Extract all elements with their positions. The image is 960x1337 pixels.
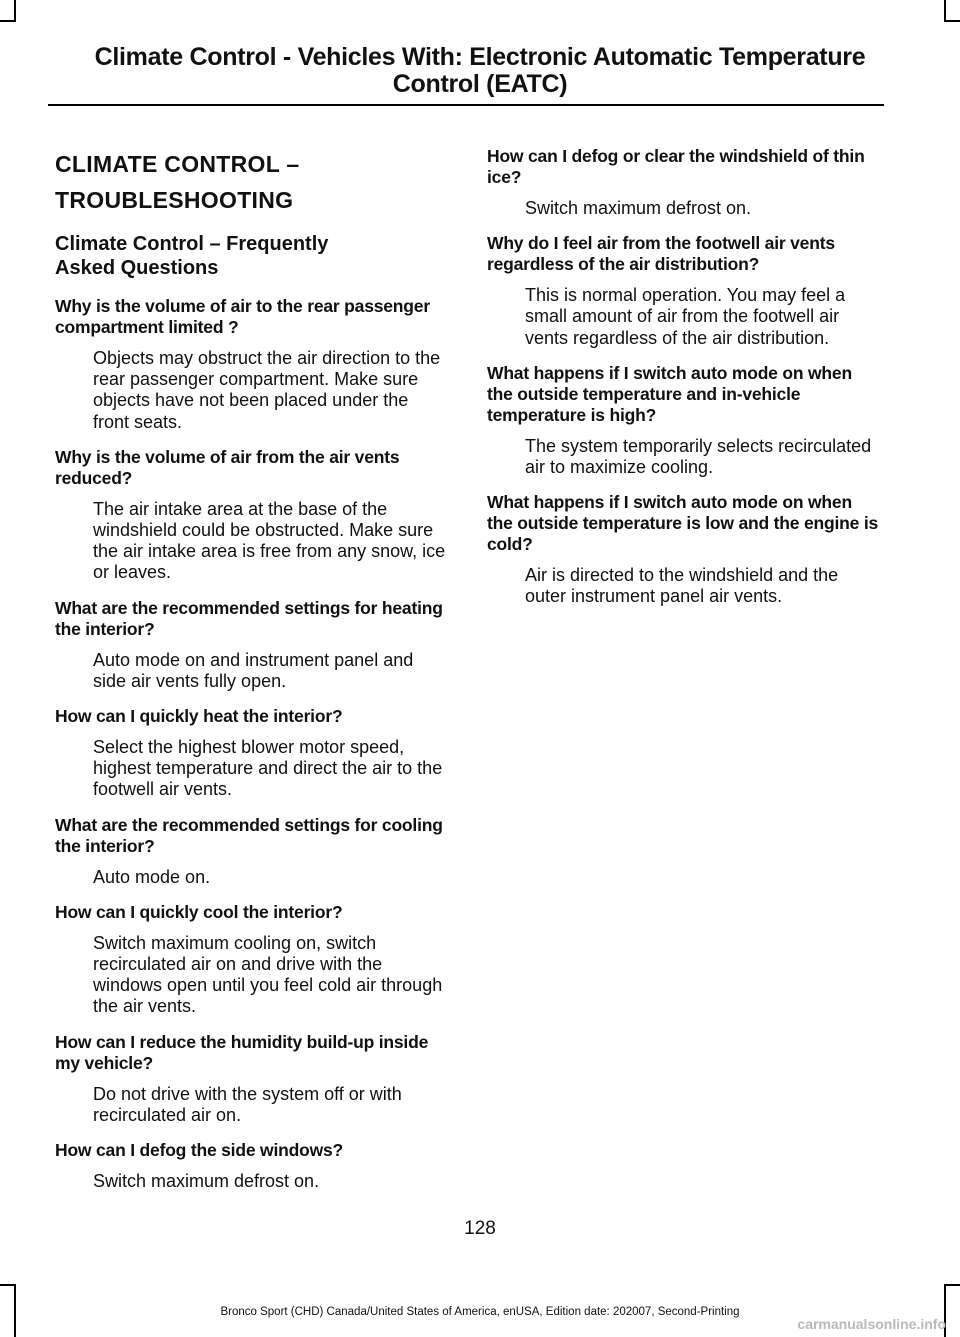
faq-item — [55, 1140, 447, 1192]
watermark: carmanualsonline.info — [797, 1316, 946, 1332]
faq-answer: Select the highest blower motor speed, highest temperature and direct the air to the footwell air vents. — [93, 737, 443, 800]
faq-item — [55, 296, 447, 433]
faq-answer: Switch maximum cooling on, switch recirculated air on and drive with the windows open until you feel cold air through the air vents. — [93, 932, 443, 1017]
faq-item — [55, 706, 447, 801]
left-column — [55, 146, 447, 1206]
running-header-line-2: Control (EATC) — [392, 70, 568, 98]
page-number: 128 — [464, 1218, 496, 1239]
header-divider — [48, 104, 884, 106]
faq-question: What happens if I switch auto mode on when the outside temperature is low and the engine is cold? — [487, 492, 879, 555]
faq-item — [55, 1032, 447, 1126]
faq-item — [487, 146, 879, 219]
faq-question: How can I defog or clear the windshield of thin ice? — [487, 146, 865, 187]
faq-question: How can I defog the side windows? — [55, 1140, 344, 1161]
faq-question: What are the recommended settings for cooling the interior? — [55, 814, 443, 856]
faq-item — [55, 902, 447, 1018]
faq-item — [55, 815, 447, 888]
faq-item — [487, 233, 879, 349]
faq-question: Why is the volume of air from the air vents reduced? — [55, 446, 400, 488]
faq-answer: The system temporarily selects recirculated air to maximize cooling. — [525, 435, 872, 478]
crop-mark-top-right-horizontal — [944, 20, 960, 22]
faq-question: Why is the volume of air to the rear passenger compartment limited ? — [55, 296, 430, 337]
subsection-title-line-2: Asked Questions — [55, 257, 219, 279]
faq-answer: Air is directed to the windshield and the outer instrument panel air vents. — [525, 565, 839, 607]
faq-answer: Auto mode on. — [93, 866, 211, 887]
crop-mark-top-left-horizontal — [0, 20, 16, 22]
section-title-line-2: TROUBLESHOOTING — [55, 187, 294, 213]
running-header — [40, 44, 920, 98]
faq-question: How can I quickly heat the interior? — [55, 706, 343, 727]
faq-question: How can I quickly cool the interior? — [55, 901, 343, 922]
faq-answer: This is normal operation. You may feel a small amount of air from the footwell air vents regardless of the air distribution. — [525, 285, 846, 348]
right-column — [487, 146, 879, 622]
faq-answer: Do not drive with the system off or with recirculated air on. — [93, 1083, 402, 1125]
running-header-line-1: Climate Control - Vehicles With: Electronic Automatic Temperature — [94, 43, 866, 71]
faq-item — [487, 492, 879, 607]
faq-question: What are the recommended settings for heating the interior? — [55, 597, 443, 639]
section-title-line-1: CLIMATE CONTROL – — [55, 151, 300, 177]
crop-mark-bottom-right-horizontal — [944, 1284, 960, 1286]
crop-mark-top-right-vertical — [944, 0, 946, 20]
faq-item — [487, 363, 879, 478]
edition-line: Bronco Sport (CHD) Canada/United States of America, enUSA, Edition date: 202007, Second-Printing — [220, 1306, 740, 1318]
section-title — [55, 146, 447, 218]
faq-question: What happens if I switch auto mode on when the outside temperature and in-vehicle temperature is high? — [487, 362, 852, 425]
crop-mark-bottom-left-horizontal — [0, 1284, 16, 1286]
faq-answer: Auto mode on and instrument panel and side air vents fully open. — [93, 649, 414, 691]
faq-answer: The air intake area at the base of the windshield could be obstructed. Make sure the air intake area is free from any snow, ice or leaves. — [93, 498, 446, 583]
faq-answer: Objects may obstruct the air direction to the rear passenger compartment. Make sure objects have not been placed under the front seats. — [93, 348, 441, 432]
subsection-title — [55, 232, 447, 280]
faq-answer: Switch maximum defrost on. — [525, 198, 752, 218]
crop-mark-top-left-vertical — [14, 0, 16, 20]
faq-question: How can I reduce the humidity build-up inside my vehicle? — [55, 1031, 429, 1073]
faq-item — [55, 598, 447, 692]
faq-item — [55, 447, 447, 584]
faq-question: Why do I feel air from the footwell air vents regardless of the air distribution? — [487, 233, 835, 275]
faq-answer: Switch maximum defrost on. — [93, 1171, 320, 1192]
subsection-title-line-1: Climate Control – Frequently — [55, 233, 329, 255]
